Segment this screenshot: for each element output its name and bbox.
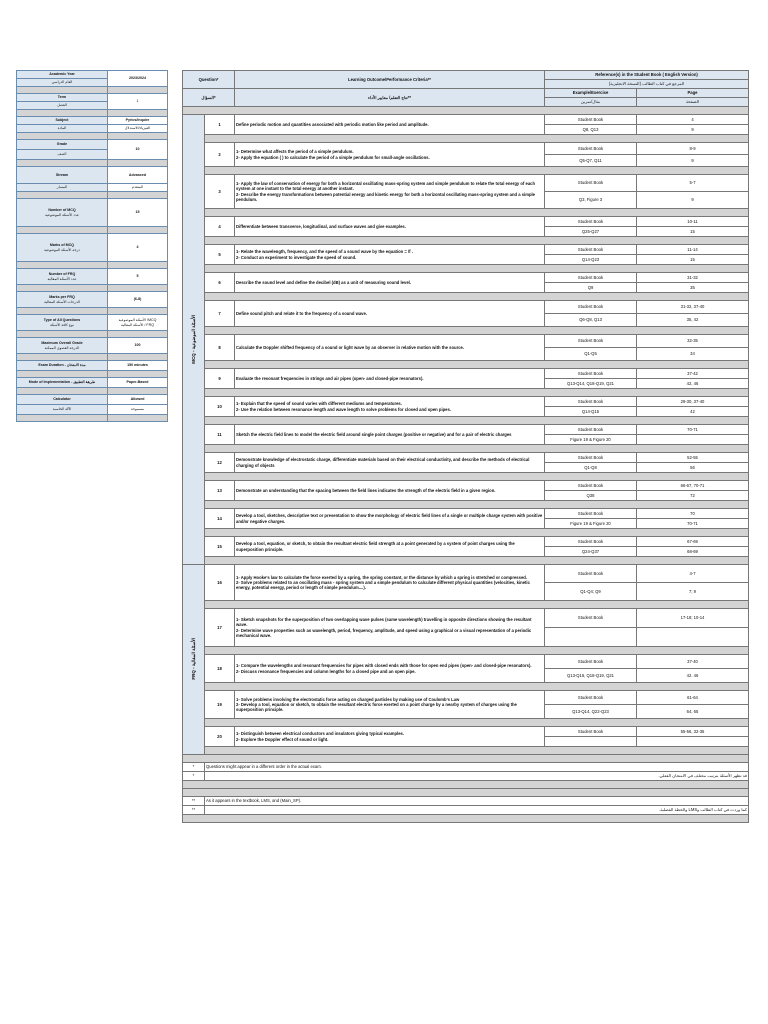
stream-ar: المسار [17, 184, 108, 192]
question-number: 13 [205, 481, 235, 501]
reference-exercise-page: 15 [637, 255, 749, 265]
frq-section-label: FRQ - الأسئلة المقالية [183, 565, 205, 755]
question-row [183, 273, 749, 283]
type-label: Type of All Questions [43, 318, 81, 323]
max-grade-value: 100 [108, 338, 168, 354]
reference-page: 29-30, 37-40 [637, 397, 749, 407]
note1-text: Questions might appear in a different order in the actual exam. [205, 763, 749, 772]
reference-book: Student Book [545, 335, 637, 348]
outcome-line: 2- Develop a tool, equation or sketch, to obtain the resultant electric force exerted on a point charge by a nearby system of charges using the superposition principle. [236, 701, 517, 713]
learning-outcome [235, 425, 545, 445]
reference-exercise-page: 70-71 [637, 519, 749, 529]
reference-header-ar: المرجع في كتاب الطالب (النسخة الانجليزية) [545, 80, 749, 89]
reference-exercise-page [637, 737, 749, 747]
marks-frq-value: (6-8) [108, 292, 168, 308]
calculator-value-ar: مسموحة [108, 405, 168, 415]
reference-book: Student Book [545, 565, 637, 583]
learning-outcome [235, 609, 545, 647]
spacer-row [183, 445, 749, 453]
stream-value-ar: المتقدم [108, 184, 168, 192]
spacer-row [183, 265, 749, 273]
question-number: 2 [205, 143, 235, 167]
reference-exercise-page: 34 [637, 348, 749, 361]
grade-label: Grade [17, 140, 108, 150]
reference-header: Reference(s) in the Student Book ( English Version) [545, 71, 749, 80]
reference-exercise-page: 42 [637, 407, 749, 417]
reference-page: 37-40 [637, 655, 749, 669]
note1-mark-ar: * [183, 772, 205, 781]
outcome-line: Develop a tool, sketches, descriptive text or presentation to show the morphology of electric field lines of a single or multiple charge system with positive and/or negative charges. [236, 513, 543, 524]
reference-page: 67-69 [637, 537, 749, 547]
calculator-label: Calculator [17, 395, 108, 405]
type-value-2: الأسئلة المقالية / FRQ [120, 322, 155, 327]
reference-book: Student Book [545, 509, 637, 519]
duration-label: Exam Duration - مدة الامتحان [17, 361, 108, 371]
outcome-line: Define sound pitch and relate it to the frequency of a sound wave. [236, 310, 367, 316]
outcome-line: 2- Describe the energy transformations between potential energy and kinetic energy for both a horizontal oscillating mass-spring system and a simple pendulum. [236, 191, 536, 202]
reference-book: Student Book [545, 301, 637, 314]
reference-page: 5-7 [637, 175, 749, 192]
question-number: 4 [205, 217, 235, 237]
reference-exercise: Q3, Figure 3 [545, 192, 637, 209]
reference-page: 8-9 [637, 143, 749, 155]
question-header: Question* [183, 71, 235, 89]
reference-page: 17-18; 10-14 [637, 609, 749, 628]
reference-book: Student Book [545, 143, 637, 155]
question-row [183, 509, 749, 519]
question-row [183, 655, 749, 669]
question-row [183, 245, 749, 255]
spacer-row [183, 209, 749, 217]
question-row [183, 369, 749, 379]
reference-book: Student Book [545, 175, 637, 192]
outcome-line: Demonstrate an understanding that the spacing between the field lines indicates the strength of the electric field in a given region. [236, 487, 496, 493]
exam-info-table [16, 70, 168, 422]
question-number: 5 [205, 245, 235, 265]
reference-page: 37-42 [637, 369, 749, 379]
reference-book: Student Book [545, 727, 637, 737]
question-number: 3 [205, 175, 235, 209]
outcome-header-ar: نتاج التعلم/ معايير الأداء** [235, 89, 545, 107]
reference-page: 11-14 [637, 245, 749, 255]
learning-outcomes-table [182, 70, 749, 823]
outcome-line: Calculate the Doppler shifted frequency of a sound or light wave by an observer in relative motion with the source. [236, 344, 465, 350]
note1-mark: * [183, 763, 205, 772]
spacer-row [183, 473, 749, 481]
note2-text: As it appears in the textbook, LMS, and (Main_SP). [205, 797, 749, 806]
mode-label: Mode of Implementation - طريقة التطبيق [17, 378, 108, 388]
learning-outcome [235, 273, 545, 293]
question-number: 8 [205, 335, 235, 361]
learning-outcome [235, 509, 545, 529]
reference-exercise-page: 64, 65 [637, 705, 749, 719]
num-mcq-ar: عدد الأسئلة الموضوعية [45, 212, 79, 217]
reference-book: Student Book [545, 481, 637, 491]
outcome-line: 2- Discuss resonance frequencies and column lengths for a closed pipe and an open pipe. [236, 668, 416, 674]
stream-label: Stream [17, 167, 108, 184]
spacer-row [183, 389, 749, 397]
type-value-1: الأسئلة الموضوعية /MCQ [118, 318, 157, 323]
outcome-line: Evaluate the resonant frequencies in strings and air pipes (open- and closed-pipe resonators). [236, 375, 424, 381]
duration-value: 150 minutes [108, 361, 168, 371]
question-row [183, 335, 749, 348]
question-row [183, 217, 749, 227]
question-row [183, 115, 749, 125]
max-grade-label: Maximum Overall Grade [41, 341, 83, 346]
learning-outcome [235, 691, 545, 719]
subject-ar: المادة [17, 125, 108, 133]
outcome-line: 2- Solve problems related to an oscillating mass - spring system and a simple pendulum to calculate different physical quantities (velocities, kinetic energy, potential energy, period or length of simple pendulum....). [236, 579, 530, 591]
num-frq-label: Number of FRQ [48, 272, 76, 277]
marks-frq-ar: الدرجات الأسئلة المقالية [44, 299, 80, 304]
outcome-line: 1- Apply Hooke's law to calculate the force exerted by a spring, the spring constant, or the distance by which a spring is stretched or compressed. [236, 574, 528, 580]
question-row [183, 425, 749, 435]
reference-exercise-page: 15 [637, 227, 749, 237]
question-number: 11 [205, 425, 235, 445]
question-row [183, 397, 749, 407]
page-header: Page [637, 89, 749, 98]
num-frq-ar: عدد الأسئلة المقالية [47, 276, 77, 281]
example-header-ar: مثال/تمرين [545, 98, 637, 107]
spacer-row [183, 135, 749, 143]
question-row [183, 691, 749, 705]
reference-exercise: Q1-Q5 [545, 348, 637, 361]
reference-page: 52-55 [637, 453, 749, 463]
reference-exercise: Q14-Q23 [545, 255, 637, 265]
reference-exercise: Q1-Q4; Q9 [545, 583, 637, 601]
reference-exercise-page: 56 [637, 463, 749, 473]
subject-label: Subject [17, 117, 108, 125]
question-number: 6 [205, 273, 235, 293]
outcome-line: 2- Determine wave properties such as wavelength, period, frequency, amplitude, and speed using a graphical or a visual representation of a periodic mechanical wave. [236, 627, 532, 638]
reference-exercise-page [637, 435, 749, 445]
academic-year-value: 2023/2024 [108, 71, 168, 87]
academic-year-ar: العام الدراسي [17, 79, 108, 87]
spacer-row [183, 167, 749, 175]
outcome-line: 1- Determine what affects the period of a simple pendulum. [236, 149, 354, 155]
calculator-value: Allowed [108, 395, 168, 405]
reference-page: 55-56, 32-35 [637, 727, 749, 737]
spacer-row [183, 529, 749, 537]
subject-value-ar: الفيزياء/الاستدلال [108, 125, 168, 133]
question-number: 19 [205, 691, 235, 719]
reference-exercise: Q13-Q14, Q18-Q19, Q21 [545, 379, 637, 389]
academic-year-label: Academic Year [17, 71, 108, 79]
question-row [183, 301, 749, 314]
reference-book: Student Book [545, 691, 637, 705]
question-number: 1 [205, 115, 235, 135]
outcome-line: Differentiate between transverse, longitudinal, and surface waves and give examples. [236, 223, 406, 229]
learning-outcome [235, 301, 545, 327]
mcq-section-label: MCQ - الأسئلة الموضوعية [183, 115, 205, 565]
spacer-row [183, 361, 749, 369]
reference-book: Student Book [545, 217, 637, 227]
reference-book: Student Book [545, 537, 637, 547]
question-row [183, 609, 749, 628]
question-number: 15 [205, 537, 235, 557]
calculator-ar: الآلة الحاسبة [17, 405, 108, 415]
outcome-line: 1- Compare the wavelengths and resonant frequencies for pipes with closed ends with those for open end pipes (open- and closed-pipe resonators). [236, 663, 532, 669]
reference-exercise: Figure 19 & Figure 20 [545, 519, 637, 529]
note2-mark-ar: ** [183, 806, 205, 815]
reference-exercise-page: 35 [637, 283, 749, 293]
reference-exercise-page: 35, 42 [637, 314, 749, 327]
outcome-line: Develop a tool, equation, or sketch, to obtain the resultant electric field strength at a point generated by a system of point charges using the superposition principle. [236, 541, 515, 552]
reference-book: Student Book [545, 245, 637, 255]
reference-exercise: Q13-Q14, Q22-Q23 [545, 705, 637, 719]
spacer-row [183, 557, 749, 565]
question-number: 16 [205, 565, 235, 601]
learning-outcome [235, 655, 545, 683]
outcome-line: 2- Use the relation between resonance length and wave length to solve problems for closed and open pipes. [236, 406, 452, 412]
outcome-line: 1- Apply the law of conservation of energy for both a horizontal oscillating mass-spring system and simple pendulum to relate the total energy of each system at one instant to the total energy at another instant. [236, 181, 536, 192]
spacer-row [183, 647, 749, 655]
question-number: 17 [205, 609, 235, 647]
question-number: 10 [205, 397, 235, 417]
spacer-row [183, 601, 749, 609]
term-ar: الفصل [17, 102, 108, 110]
question-row [183, 537, 749, 547]
outcome-line: Sketch the electric field lines to model the electric field around single point charges (positive or negative) and for a pair of electric charges [236, 431, 512, 437]
reference-book: Student Book [545, 609, 637, 628]
num-mcq-label: Number of MCQ [48, 208, 76, 213]
note2-mark: ** [183, 797, 205, 806]
learning-outcome [235, 453, 545, 473]
reference-exercise: Q8, Q13 [545, 125, 637, 135]
reference-page: 31-32 [637, 273, 749, 283]
question-row [183, 481, 749, 491]
stream-value: Advanced [108, 167, 168, 184]
reference-page: 70-71 [637, 425, 749, 435]
reference-book: Student Book [545, 273, 637, 283]
learning-outcome [235, 245, 545, 265]
questions-body [183, 115, 749, 755]
outcome-line: 1- Relate the wavelength, frequency, and the speed of a sound wave by the equation = /f . [236, 249, 413, 255]
question-row [183, 453, 749, 463]
mode-value: Paper-Based [108, 378, 168, 388]
reference-exercise: Q1-Q8 [545, 463, 637, 473]
grade-ar: الصف [17, 150, 108, 160]
outcome-line: 1- Explain that the speed of sound varies with different mediums and temperatures. [236, 401, 402, 407]
learning-outcome [235, 143, 545, 167]
question-number: 20 [205, 727, 235, 747]
num-frq-value: 5 [108, 269, 168, 285]
reference-exercise-page: 72 [637, 491, 749, 501]
question-number: 18 [205, 655, 235, 683]
reference-book: Student Book [545, 397, 637, 407]
question-number: 9 [205, 369, 235, 389]
marks-frq-label: Marks per FRQ [49, 295, 75, 300]
reference-exercise: Q24-Q37 [545, 547, 637, 557]
reference-page: 31-32, 37-40 [637, 301, 749, 314]
reference-page: 32-35 [637, 335, 749, 348]
reference-page: 10-11 [637, 217, 749, 227]
grade-value: 10 [108, 140, 168, 160]
outcome-line: 1- Distinguish between electrical conductors and insulators giving typical examples. [236, 731, 405, 737]
learning-outcome [235, 369, 545, 389]
reference-exercise: Q6-Q8, Q13 [545, 314, 637, 327]
learning-outcome [235, 537, 545, 557]
marks-mcq-ar: درجة الأسئلة الموضوعية [44, 247, 80, 252]
reference-exercise: Q14-Q15 [545, 407, 637, 417]
reference-page: 4-7 [637, 565, 749, 583]
reference-exercise: Q13-Q16, Q18-Q19, Q21 [545, 669, 637, 683]
reference-exercise [545, 628, 637, 647]
spacer-row [183, 719, 749, 727]
reference-exercise: Figure 19 & Figure 20 [545, 435, 637, 445]
learning-outcome [235, 115, 545, 135]
reference-exercise-page: 42. 46 [637, 669, 749, 683]
reference-exercise: Q38 [545, 491, 637, 501]
reference-exercise-page: 7; 9 [637, 583, 749, 601]
spacer-row [183, 417, 749, 425]
outcome-line: 2- Conduct an experiment to investigate the speed of sound. [236, 254, 357, 260]
reference-page: 61-64 [637, 691, 749, 705]
reference-exercise-page: 42, 46 [637, 379, 749, 389]
question-number: 7 [205, 301, 235, 327]
question-header-ar: السؤال* [183, 89, 235, 107]
learning-outcome [235, 175, 545, 209]
spacer-row [183, 501, 749, 509]
outcome-line: Define periodic motion and quantities associated with periodic motion like period and amplitude. [236, 121, 429, 127]
reference-book: Student Book [545, 369, 637, 379]
term-value: 1 [108, 94, 168, 110]
reference-page: 70 [637, 509, 749, 519]
reference-book: Student Book [545, 115, 637, 125]
reference-page: 4 [637, 115, 749, 125]
question-row [183, 565, 749, 583]
type-ar: نوع كافة الأسئلة [50, 322, 74, 327]
example-header: Example/Exercise [545, 89, 637, 98]
reference-page: 66-67, 70-71 [637, 481, 749, 491]
outcome-line: 2- Explore the Doppler effect of sound or light. [236, 736, 329, 742]
page-header-ar: الصفحة [637, 98, 749, 107]
term-label: Term [17, 94, 108, 102]
reference-exercise-page: 9 [637, 125, 749, 135]
reference-exercise-page: 9 [637, 155, 749, 167]
spacer-row [183, 237, 749, 245]
outcome-line: 1- Sketch snapshots for the superposition of two overlapping wave pulses (same wavelength) travelling in opposite directions showing the resultant wave. [236, 617, 532, 628]
marks-mcq-label: Marks of MCQ [49, 243, 75, 248]
question-row [183, 143, 749, 155]
outcome-line: 2- Apply the equation ( ) to calculate the period of a simple pendulum for small-angle oscillations. [236, 154, 430, 160]
reference-exercise-page [637, 628, 749, 647]
outcome-header: Learning Outcome/Performance Criteria** [235, 71, 545, 89]
learning-outcome [235, 727, 545, 747]
learning-outcome [235, 397, 545, 417]
subject-value: Pyrics/Inquire [108, 117, 168, 125]
reference-book: Student Book [545, 453, 637, 463]
reference-exercise: Q5-Q7, Q11 [545, 155, 637, 167]
outcome-line: Describe the sound level and define the decibel (dB) as a unit of measuring sound level. [236, 279, 411, 285]
note1-text-ar: قد تظهر الأسئلة بترتيب مختلف في الامتحان الفعلي. [205, 772, 749, 781]
learning-outcome [235, 217, 545, 237]
question-row [183, 175, 749, 192]
reference-exercise: Q25-Q27 [545, 227, 637, 237]
reference-exercise [545, 737, 637, 747]
reference-exercise-page: 68-69 [637, 547, 749, 557]
question-row [183, 727, 749, 737]
learning-outcome [235, 335, 545, 361]
reference-book: Student Book [545, 425, 637, 435]
spacer-row [183, 747, 749, 755]
reference-book: Student Book [545, 655, 637, 669]
outcome-line: 1- Solve problems involving the electrostatic force acting on charged particles by making use of Coulomb's Law [236, 696, 460, 702]
num-mcq-value: 15 [108, 199, 168, 227]
max-grade-ar: الدرجة القصوى الممكنة [44, 345, 80, 350]
learning-outcome [235, 565, 545, 601]
marks-mcq-value: 4 [108, 234, 168, 262]
outcome-line: Demonstrate knowledge of electrostatic charge, differentiate materials based on their electrical conductivity, and describe the methods of electrical charging of objects [236, 457, 530, 468]
spacer-row [183, 327, 749, 335]
question-number: 12 [205, 453, 235, 473]
reference-exercise: Q9 [545, 283, 637, 293]
question-number: 14 [205, 509, 235, 529]
learning-outcome [235, 481, 545, 501]
spacer-row [183, 683, 749, 691]
spacer-row [183, 293, 749, 301]
note2-text-ar: كما وردت في كتاب الطالب وLMS والخطة الفصلية. [205, 806, 749, 815]
reference-exercise-page: 9 [637, 192, 749, 209]
